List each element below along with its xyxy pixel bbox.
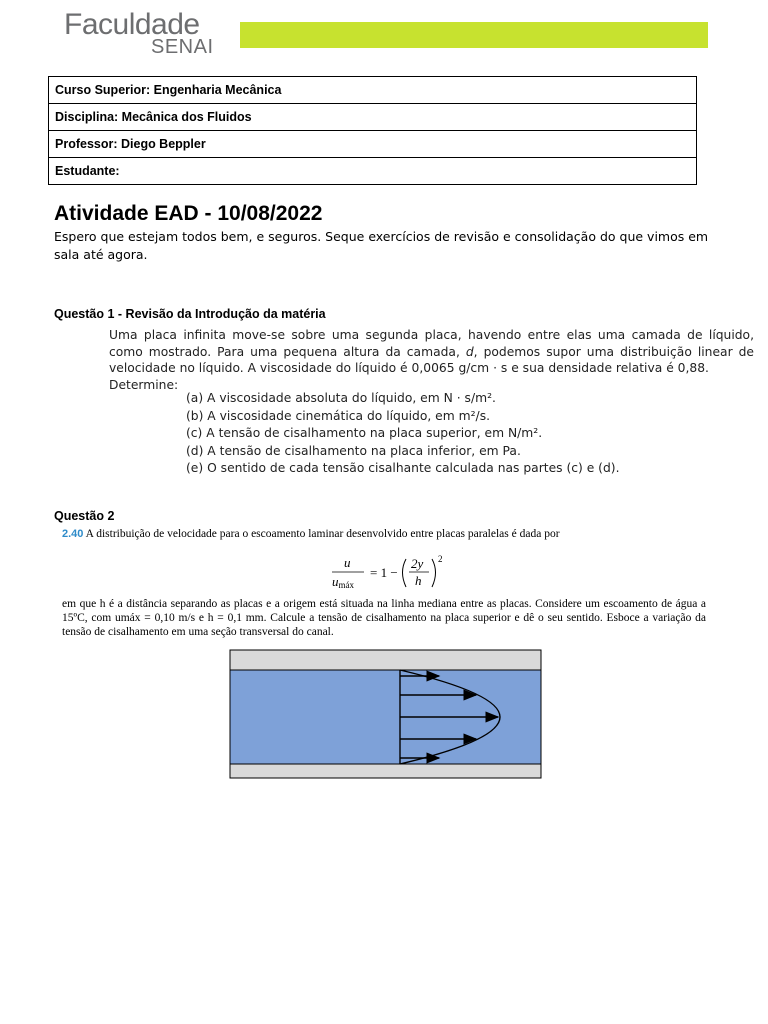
eq-frac-den: h (415, 573, 422, 588)
logo-subtitle: SENAI (151, 36, 214, 58)
intro-text: Espero que estejam todos bem, e seguros. Seque exercícios de revisão e consolidação do que vimos em sala até agora. (54, 229, 709, 262)
variable-d: d (465, 344, 474, 359)
eq-frac-num: 2y (411, 556, 424, 571)
question-1-heading: Questão 1 - Revisão da Introdução da matéria (54, 307, 326, 321)
question-2-intro: 2.40 A distribuição de velocidade para o escoamento laminar desenvolvido entre placas paralelas é dada por (62, 528, 560, 540)
list-item: (d) A tensão de cisalhamento na placa inferior, em Pa. (186, 443, 521, 458)
eq-lhs-num: u (344, 555, 351, 570)
table-row (49, 104, 697, 131)
list-item: (c) A tensão de cisalhamento na placa superior, em N/m². (186, 426, 543, 440)
eq-exponent: 2 (438, 554, 443, 564)
top-plate (230, 650, 541, 670)
table-row (49, 77, 697, 104)
eq-lhs-den: umáx (332, 574, 354, 590)
list-item: (e) O sentido de cada tensão cisalhante calculada nas partes (c) e (d). (186, 461, 620, 475)
discipline-cell: Disciplina: Mecânica dos Fluidos (49, 104, 697, 131)
question-1-text: Uma placa infinita move-se sobre uma segunda placa, havendo entre elas uma camada de líquido, como mostrado. Para uma pequena altura da camada, d, podemos supor uma distribuição linear de velocidade no líquido. A viscosidade do líquido é 0,0065 g/cm · s e sua densidade relativa é 0,88. Determine: (109, 328, 754, 392)
faculdade-senai-logo (64, 8, 224, 60)
table-row (49, 131, 697, 158)
velocity-equation (330, 553, 470, 597)
logo-wordmark: Faculdade (64, 8, 200, 41)
question-1-items (186, 390, 620, 478)
channel-flow-diagram (229, 648, 542, 780)
table-row (49, 158, 697, 185)
student-cell: Estudante: (49, 158, 697, 185)
determine-label: Determine: (109, 377, 179, 392)
problem-number: 2.40 (62, 528, 84, 540)
course-cell: Curso Superior: Engenharia Mecânica (49, 77, 697, 104)
course-info-table (48, 76, 697, 185)
eq-rhs: = 1 − (370, 565, 398, 580)
page-title: Atividade EAD - 10/08/2022 (54, 202, 323, 225)
bottom-plate (230, 764, 541, 778)
professor-cell: Professor: Diego Beppler (49, 131, 697, 158)
question-2-heading: Questão 2 (54, 509, 115, 523)
list-item: (b) A viscosidade cinemática do líquido, em m²/s. (186, 408, 491, 423)
header-accent-bar (240, 22, 708, 48)
question-2-text: em que h é a distância separando as placas e a origem está situada na linha mediana entre as placas. Considere um escoamento de água a 15ºC, com umáx = 0,10 m/s e h = 0,1 mm. Calcule a tensão de cisalhamento na placa superior e dê o seu sentido. Esboce a variação da tensão de cisalhamento em uma seção transversal do canal. (62, 598, 706, 638)
list-item: (a) A viscosidade absoluta do líquido, em N · s/m². (186, 391, 496, 405)
